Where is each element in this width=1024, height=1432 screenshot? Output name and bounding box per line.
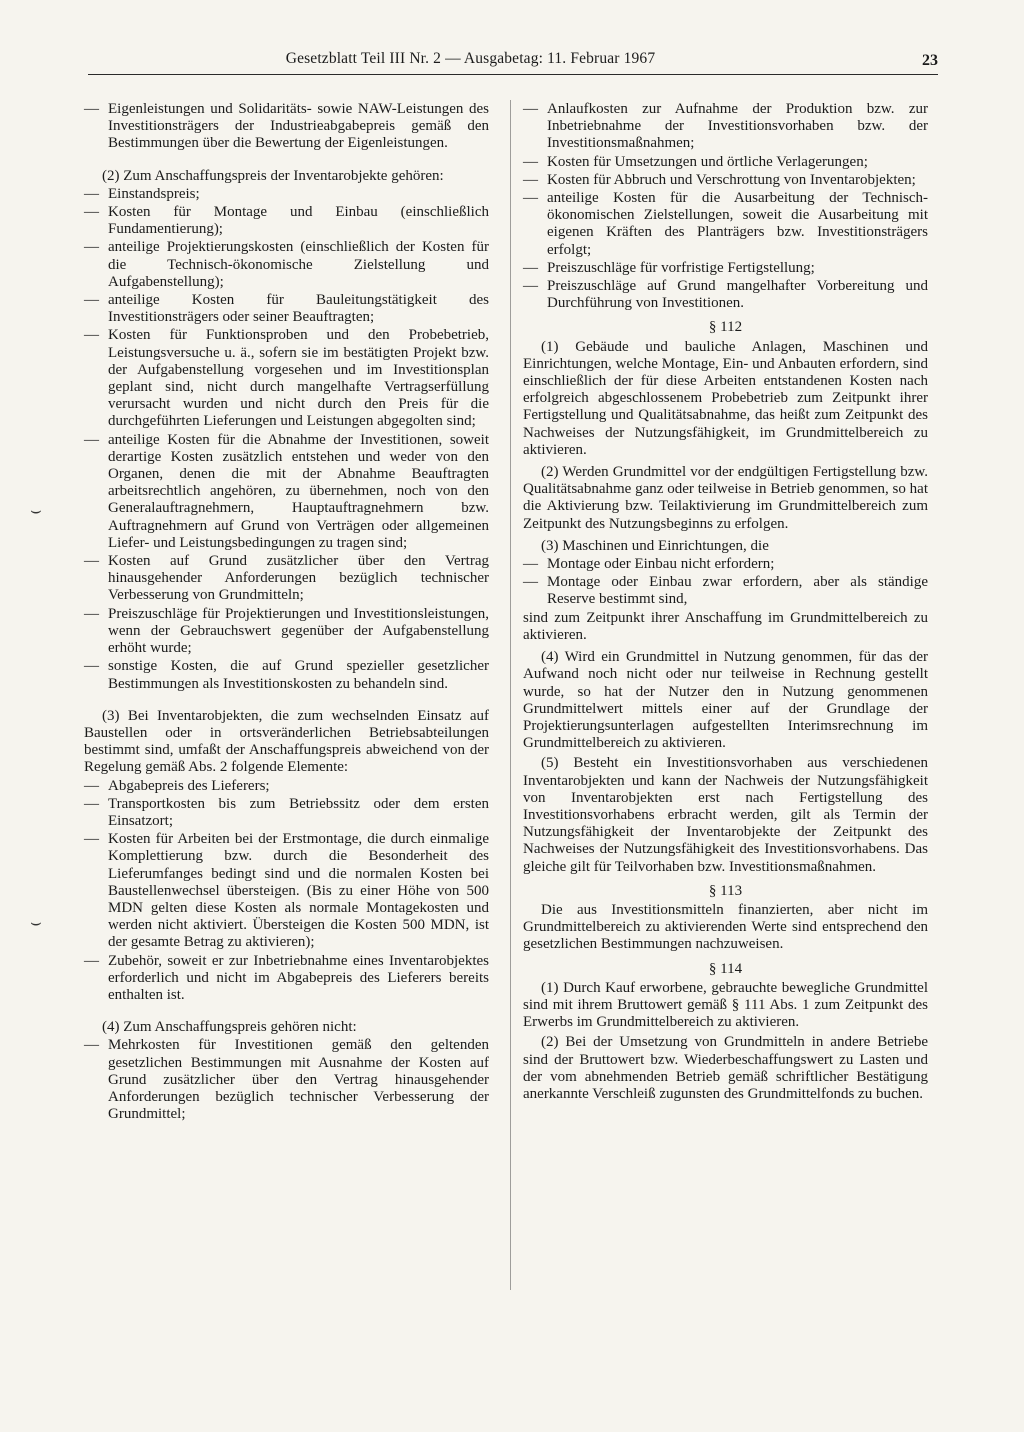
list-item: — Abgabepreis des Lieferers; — [84, 778, 489, 795]
list-item: — Transportkosten bis zum Betriebssitz oder dem ersten Einsatzort; — [84, 796, 489, 830]
margin-mark-icon: ⌣ — [30, 912, 42, 932]
list-item: — anteilige Kosten für Bauleitungstätigkeit des Investitionsträgers oder seiner Beauftragten; — [84, 292, 489, 326]
list-item: — Zubehör, soweit er zur Inbetriebnahme eines Inventarobjektes erforderlich und nicht im Abgabepreis des Lieferers bereits enthalten ist. — [84, 953, 489, 1005]
list-item: — Einstandspreis; — [84, 186, 489, 203]
paragraph: (3) Maschinen und Einrichtungen, die — [541, 537, 769, 554]
paragraph: (4) Zum Anschaffungspreis gehören nicht: — [102, 1019, 357, 1036]
list-item: — Preiszuschläge auf Grund mangelhafter Vorbereitung und Durchführung von Investitionen. — [523, 278, 928, 312]
page-number: 23 — [922, 52, 938, 69]
section-heading: § 113 — [708, 882, 743, 899]
paragraph: (2) Bei der Umsetzung von Grundmitteln in andere Betriebe sind der Bruttowert bzw. Wiederbeschaffungswert zu Lasten und der vom abnehmenden Betrieb gemäß schriftlicher Bestätigung anerkannte Verschleiß zugunsten des Grundmittelfonds zu buchen. — [523, 1034, 928, 1102]
list-item: — Preiszuschläge für Projektierungen und Investitionsleistungen, wenn der Gebrauchswert gegenüber der Aufgabenstellung erhöht wurde; — [84, 606, 489, 658]
margin-mark-icon: ⌣ — [30, 500, 42, 520]
list-item: — anteilige Kosten für die Abnahme der Investitionen, soweit derartige Kosten zusätzlich entstehen und weder von den Organen, denen die mit der Abnahme Beauftragten arbeitsrechtlich angehören, zu übernehmen, noch von den Generalauftragnehmern, Hauptauftragnehmern bzw. Auftragnehmern auf Grund von Verträgen oder allgemeinen Liefer- und Leistungsbedingungen zu tragen sind; — [84, 432, 489, 552]
list-item: — anteilige Kosten für die Ausarbeitung der Technisch-ökonomischen Zielstellungen, soweit die Ausarbeitung mit eigenen Kräften des Planträgers bzw. Investitionsträgers erfolgt; — [523, 190, 928, 259]
list-item: — Montage oder Einbau zwar erfordern, aber als ständige Reserve bestimmt sind, — [523, 574, 928, 608]
column-divider — [510, 100, 511, 1290]
right-column — [523, 101, 928, 1104]
list-item: — Montage oder Einbau nicht erfordern; — [523, 556, 928, 573]
page-header — [88, 50, 938, 76]
section-heading: § 114 — [708, 960, 743, 977]
list-item: — Anlaufkosten zur Aufnahme der Produktion bzw. zur Inbetriebnahme der Investitionsvorhaben bzw. der Investitionsmaßnahmen; — [523, 101, 928, 153]
list-item: — Preiszuschläge für vorfristige Fertigstellung; — [523, 260, 928, 277]
list-item: — Eigenleistungen und Solidaritäts- sowie NAW-Leistungen des Investitionsträgers der Industrieabgabepreis gemäß den Bestimmungen über die Bewertung der Eigenleistungen. — [84, 101, 489, 153]
paragraph: (3) Bei Inventarobjekten, die zum wechselnden Einsatz auf Baustellen oder in ortsveränderlichen Betriebsabteilungen bestimmt sind, umfaßt der Anschaffungspreis abweichend von der Regelung gemäß Abs. 2 folgende Elemente: — [84, 707, 489, 776]
left-column — [84, 101, 489, 1124]
paragraph: sind zum Zeitpunkt ihrer Anschaffung im Grundmittelbereich zu aktivieren. — [523, 609, 928, 643]
list-item: — Kosten für Umsetzungen und örtliche Verlagerungen; — [523, 154, 928, 171]
list-item: — Kosten auf Grund zusätzlicher über den Vertrag hinausgehender Anforderungen bezüglich technischer Verbesserung von Grundmitteln; — [84, 553, 489, 605]
section-heading: § 112 — [708, 319, 743, 336]
list-item: — anteilige Projektierungskosten (einschließlich der Kosten für die Technisch-ökonomische Zielstellung und Aufgabenstellung); — [84, 239, 489, 291]
list-item: — Kosten für Montage und Einbau (einschließlich Fundamentierung); — [84, 204, 489, 238]
list-item: — Kosten für Arbeiten bei der Erstmontage, die durch einmalige Komplettierung bzw. durch die Besonderheit des Lieferumfanges bedingt sind und die normalen Kosten bei Baustellenwechsel übersteigen. (Bis zu einer Höhe von 500 MDN gelten diese Kosten als normale Montagekosten und werden nicht aktiviert. Übersteigen die Kosten 500 MDN, ist der gesamte Betrag zu aktivieren); — [84, 831, 489, 951]
paragraph: (2) Zum Anschaffungspreis der Inventarobjekte gehören: — [102, 167, 444, 184]
list-item: — Mehrkosten für Investitionen gemäß den geltenden gesetzlichen Bestimmungen mit Ausnahme der Kosten auf Grund zusätzlicher über den Vertrag hinausgehender Anforderungen bezüglich technischer Verbesserung der Grundmittel; — [84, 1037, 489, 1123]
list-item: — Kosten für Abbruch und Verschrottung von Inventarobjekten; — [523, 172, 928, 189]
header-rule — [88, 74, 938, 75]
header-title: Gesetzblatt Teil III Nr. 2 — Ausgabetag: 11. Februar 1967 — [285, 50, 656, 67]
paragraph: (1) Gebäude und bauliche Anlagen, Maschinen und Einrichtungen, welche Montage, Ein- und Anbauten erfordern, sind einschließlich der für diese Arbeiten entstandenen Kosten nach erfolgreich abgeschlossenem Probebetrieb zum Zeitpunkt ihrer Fertigstellung und Qualitätsabnahme, das heißt zum Zeitpunkt des Nachweises der Nutzungsfähigkeit, im Grundmittelbereich zu aktivieren. — [523, 338, 928, 458]
paragraph: (5) Besteht ein Investitionsvorhaben aus verschiedenen Inventarobjekten und kann der Nachweis der Nutzungsfähigkeit von Inventarobjekten erst nach Fertigstellung des Investitionsvorhabens erbracht werden, gilt als Termin der Nutzungsfähigkeit der Inventarobjekte der Zeitpunkt des Nachweises der Nutzungsfähigkeit des Investitionsvorhabens. Das gleiche gilt für Teilvorhaben bzw. Investitionsmaßnahmen. — [523, 755, 928, 875]
list-item: — sonstige Kosten, die auf Grund spezieller gesetzlicher Bestimmungen als Investitionskosten zu behandeln sind. — [84, 658, 489, 692]
paragraph: (1) Durch Kauf erworbene, gebrauchte bewegliche Grundmittel sind mit ihrem Bruttowert gemäß § 111 Abs. 1 zum Zeitpunkt des Erwerbs im Grundmittelbereich zu aktivieren. — [523, 979, 928, 1031]
list-item: — Kosten für Funktionsproben und den Probebetrieb, Leistungsversuche u. ä., sofern sie im bestätigten Projekt bzw. der Aufgabenstellung vorgesehen und im Investitionsplan geplant sind, nicht durch mangelhafte Vertragserfüllung verursacht wurden und nicht durch den Preis für die durchgeführten Lieferungen und Leistungen abgegolten sind; — [84, 327, 489, 430]
paragraph: (2) Werden Grundmittel vor der endgültigen Fertigstellung bzw. Qualitätsabnahme ganz oder teilweise in Betrieb genommen, so hat die Aktivierung bzw. Teilaktivierung im Grundmittelbereich zum Zeitpunkt des Nutzungsbeginns zu erfolgen. — [523, 464, 928, 532]
paragraph: (4) Wird ein Grundmittel in Nutzung genommen, für das der Aufwand noch nicht oder nur teilweise in Rechnung gestellt wurde, so hat der Nutzer den in Nutzung genommenen Grundmittelwert mittels einer auf der Grundlage der Projektierungsunterlagen aufgestellten Interimsrechnung im Grundmittelbereich zu aktivieren. — [523, 649, 928, 752]
paragraph: Die aus Investitionsmitteln finanzierten, aber nicht im Grundmittelbereich zu aktivierenden Werte sind entsprechend den gesetzlichen Bestimmungen nachzuweisen. — [523, 901, 928, 953]
